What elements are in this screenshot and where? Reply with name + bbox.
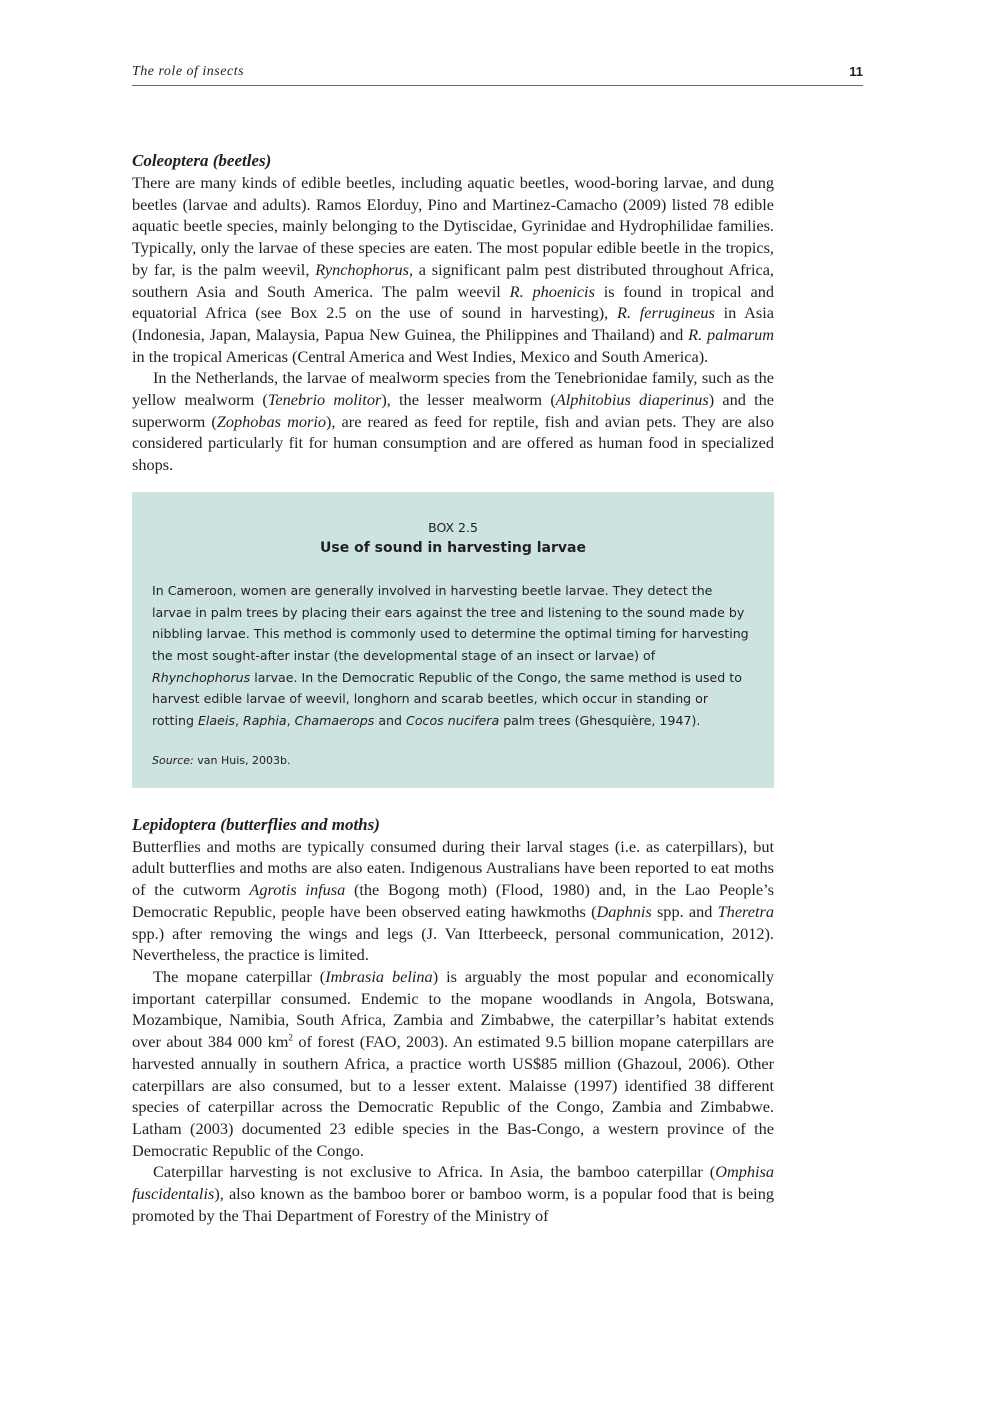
section-heading-lepidoptera: Lepidoptera (butterflies and moths) xyxy=(132,814,380,834)
paragraph-lepidoptera-3: Caterpillar harvesting is not exclusive to Africa. In Asia, the bamboo caterpillar (Omphisa fuscidentalis), also known as the bamboo borer or bamboo worm, is a popular food that is being promoted by the Thai Department of Forestry of the Ministry of xyxy=(132,1162,774,1225)
page-number: 11 xyxy=(849,64,863,79)
box-source: Source: van Huis, 2003b. xyxy=(152,753,291,767)
box-label: BOX 2.5 xyxy=(428,519,478,535)
box-2-5 xyxy=(132,492,774,788)
main-content xyxy=(132,150,774,1226)
box-body: In Cameroon, women are generally involved in harvesting beetle larvae. They detect the larvae in palm trees by placing their ears against the tree and listening to the sound made by nibbling larvae. This method is commonly used to determine the optimal timing for harvesting the most sought-after instar (the developmental stage of an insect or larvae) of Rhynchophorus larvae. In the Democratic Republic of the Congo, the same method is used to harvest edible larvae of weevil, longhorn and scarab beetles, which occur in standing or rotting Elaeis, Raphia, Chamaerops and Cocos nucifera palm trees (Ghesquière, 1947). xyxy=(152,582,749,729)
paragraph-coleoptera-2: In the Netherlands, the larvae of mealworm species from the Tenebrionidae family, such as the yellow mealworm (Tenebrio molitor), the lesser mealworm (Alphitobius diaperinus) and the superworm (Zophobas morio), are reared as feed for reptile, fish and avian pets. They are also considered particularly fit for human consumption and are offered as human food in specialized shops. xyxy=(132,368,775,475)
spacer xyxy=(132,788,774,814)
running-header xyxy=(132,62,863,86)
paragraph-coleoptera-1: There are many kinds of edible beetles, including aquatic beetles, wood-boring larvae, and dung beetles (larvae and adults). Ramos Elorduy, Pino and Martinez-Camacho (2009) listed 78 edible aquatic beetle species, mainly belonging to the Dytiscidae, Gyrinidae and Hydrophilidae families. Typically, only the larvae of these species are eaten. The most popular edible beetle in the tropics, by far, is the palm weevil, Rynchophorus, a significant palm pest distributed throughout Africa, southern Asia and South America. The palm weevil R. phoenicis is found in tropical and equatorial Africa (see Box 2.5 on the use of sound in harvesting), R. ferrugineus in Asia (Indonesia, Japan, Malaysia, Papua New Guinea, the Philippines and Thailand) and R. palmarum in the tropical Americas (Central America and West Indies, Mexico and South America). xyxy=(132,173,775,366)
paragraph-lepidoptera-1: Butterflies and moths are typically consumed during their larval stages (i.e. as caterpillars), but adult butterflies and moths are also eaten. Indigenous Australians have been reported to eat moths of the cutworm Agrotis infusa (the Bogong moth) (Flood, 1980) and, in the Lao People’s Democratic Republic, people have been observed eating hawkmoths (Daphnis spp. and Theretra spp.) after removing the wings and legs (J. Van Itterbeeck, personal communication, 2012). Nevertheless, the practice is limited. xyxy=(132,836,775,965)
running-title: The role of insects xyxy=(132,64,245,79)
paragraph-lepidoptera-2: The mopane caterpillar (Imbrasia belina) is arguably the most popular and economically important caterpillar consumed. Endemic to the mopane woodlands in Angola, Botswana, Mozambique, Namibia, South Africa, Zambia and Zimbabwe, the caterpillar’s habitat extends over about 384 000 $km^2$ of forest (FAO, 2003). An estimated 9.5 billion mopane caterpillars are harvested annually in southern Africa, a practice worth US$85 million (Ghazoul, 2006). Other caterpillars are also consumed, but to a lesser extent. Malaisse (1997) identified 38 different species of caterpillar across the Democratic Republic of the Congo, Zambia and Zimbabwe. Latham (2003) documented 23 edible species in the Bas-Congo, a western province of the Democratic Republic of the Congo. xyxy=(132,966,774,1160)
section-heading-coleoptera: Coleoptera (beetles) xyxy=(132,151,272,170)
box-title: Use of sound in harvesting larvae xyxy=(320,539,586,556)
